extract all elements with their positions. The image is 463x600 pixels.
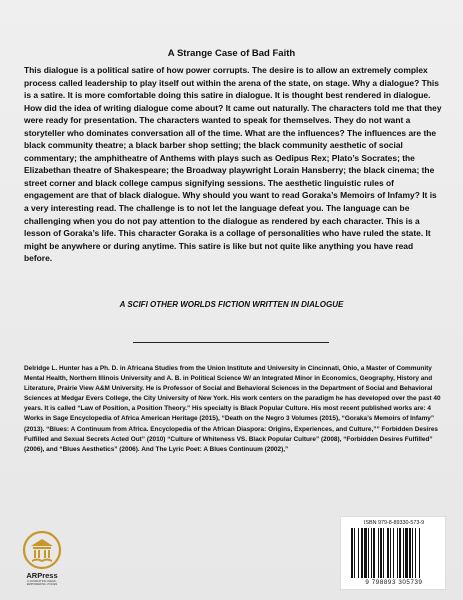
isbn-barcode	[340, 516, 446, 590]
author-bio: Delridge L. Hunter has a Ph. D. in Africana Studies from the Union Institute and University in Cincinnati, Ohio, a Master of Community Mental Health, Northern Illinois University and A. B. in Political Science W/ an Integrated Minor in Economics, Geography, History and Literature, Prairie View A&M University. He is Professor of Social and Behavioral Sciences in the Department of Social and Behavioral Sciences at Medgar Evers College, the City University of New York. His work centers on the paradigm he has developed over the past 40 years. It is called “Law of Position, a Position Theory.” His specialty is Black Popular Culture. His most recent published works are: 4 Works in Sage Encyclopedia of Africa American Heritage (2015), “Death on the Negro 3 Volumes (2015), “Goraka’s Memoirs of Infamy” (2013). “Blues: A Continuum from Africa. Encyclopedia of the African Diaspora: Origins, Experiences, and Culture,”” Forbidden Desires Fulfilled and Sexual Secrets Acted Out” (2010) “Culture of Whiteness VS. Black Popular Culture” (2008), “Forbidden Desires Fulfilled” (2006), and “Blues Aesthetics” (2006). And The Lyric Poet: A Blues Continuum (2002),”	[24, 365, 441, 453]
book-title: A Strange Case of Bad Faith	[167, 48, 296, 59]
barcode-icon	[351, 528, 437, 578]
book-building-logo-icon	[22, 530, 62, 570]
genre-tagline: A SCIFI OTHER WORLDS FICTION WRITTEN IN DIALOGUE	[119, 300, 344, 309]
isbn-label: ISBN 979-8-89330-573-9	[363, 520, 425, 526]
isbn-number: 9 798893 305739	[365, 579, 423, 586]
publisher-logo	[20, 530, 64, 594]
divider-line	[133, 342, 329, 343]
publisher-tagline: ILLUMINATING IDEAS, EMPOWERING VOICES	[26, 580, 58, 586]
book-blurb: This dialogue is a political satire of how power corrupts. The desire is to allow an extremely complex process called leadership to play itself out within the arena of the state, on stage. Why a dialogue? This is a satire. It is more comfortable doing this satire in dialogue. It is thought best rendered in dialogue. How did the idea of writing dialogue come about? It came out naturally. The characters told me that they were ready for presentation. The characters wanted to speak for themselves. They do not want a storyteller who dominates conversation all of the time. What are the influences? The influences are the black community theatre; a black barber shop setting; the black community aesthetic of social commentary; the amphitheatre of Anthems with plays such as Oedipus Rex; Plato’s Socrates; the Elizabethan theatre of Shakespeare; the Broadway playwright Lorain Hansberry; the black cinema; the street corner and black college campus signifying sessions. The aesthetic linguistic rules of engagement are that of black dialogue. Why should you want to read Goraka’s Memoirs of Infamy? It is a very interesting read. The challenge is to not let the language defeat you. The language can be challenging when you do not pay attention to the dialogue as rendered by each character. This is a lesson of Goraka’s life. This character Goraka is a collage of personalities who have ruled the state. It might be anywhere or during anytime. This satire is like but not quite like anything you have read before.	[24, 65, 442, 264]
publisher-name: ARPress	[26, 571, 58, 580]
